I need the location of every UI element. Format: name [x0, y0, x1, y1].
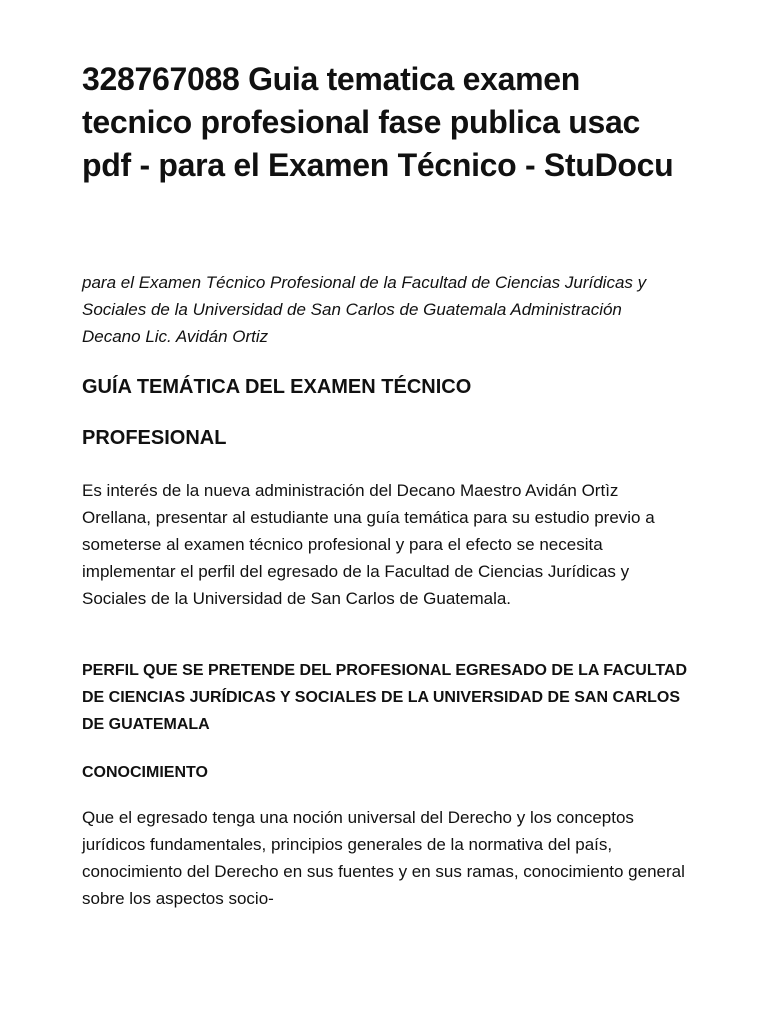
section-heading-guide: GUÍA TEMÁTICA DEL EXAMEN TÉCNICO: [82, 376, 472, 398]
knowledge-heading: CONOCIMIENTO: [82, 764, 208, 781]
document-title: 328767088 Guia tematica examen tecnico profesional fase publica usac pdf - para el Examen Técnico - StuDocu: [82, 61, 674, 183]
intro-paragraph: Es interés de la nueva administración del Decano Maestro Avidán Ortìz Orellana, presentar al estudiante una guía temática para su estudio previo a someterse al examen técnico profesional y para el efecto se necesita implementar el perfil del egresado de la Facultad de Ciencias Jurídicas y Sociales de la Universidad de San Carlos de Guatemala.: [82, 481, 655, 608]
profile-heading: PERFIL QUE SE PRETENDE DEL PROFESIONAL EGRESADO DE LA FACULTAD DE CIENCIAS JURÍDICAS Y SOCIALES DE LA UNIVERSIDAD DE SAN CARLOS DE GUATEMALA: [82, 662, 688, 733]
document-subtitle: para el Examen Técnico Profesional de la Facultad de Ciencias Jurídicas y Sociales de la Universidad de San Carlos de Guatemala Administración Decano Lic. Avidán Ortiz: [82, 273, 647, 346]
knowledge-paragraph: Que el egresado tenga una noción universal del Derecho y los conceptos jurídicos fundamentales, principios generales de la normativa del país, conocimiento del Derecho en sus fuentes y en sus ramas, conocimiento general sobre los aspectos socio-: [82, 808, 685, 908]
section-heading-professional: PROFESIONAL: [82, 427, 227, 449]
